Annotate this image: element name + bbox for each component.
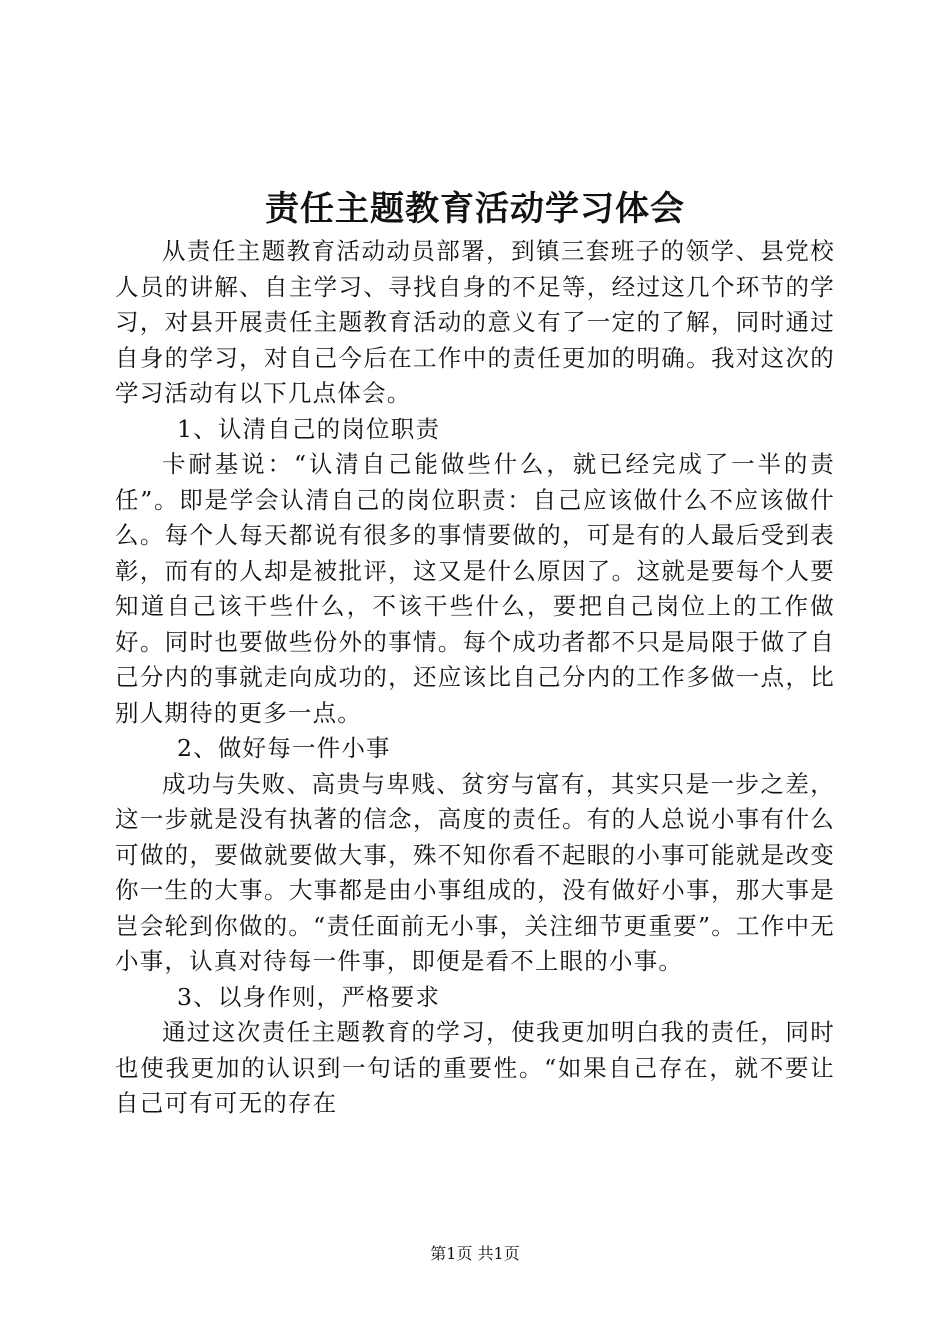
document-title: 责任主题教育活动学习体会 xyxy=(265,189,685,229)
page-number-footer: 第1页 共1页 xyxy=(430,1244,520,1263)
section-heading-3: 3、以身作则，严格要求 xyxy=(177,982,441,1011)
section-paragraph-3: 通过这次责任主题教育的学习，使我更加明白我的责任，同时也使我更加的认识到一句话的重要性。“如果自己存在，就不要让自己可有可无的存在 xyxy=(115,1018,835,1117)
document-body xyxy=(115,234,835,1122)
section-heading-2: 2、做好每一件小事 xyxy=(177,734,391,762)
section-heading-1: 1、认清自己的岗位职责 xyxy=(177,414,441,443)
intro-paragraph: 从责任主题教育活动动员部署，到镇三套班子的领学、县党校人员的讲解、自主学习、寻找自身的不足等，经过这几个环节的学习，对县开展责任主题教育活动的意义有了一定的了解，同时通过自身的学习，对自己今后在工作中的责任更加的明确。我对这次的学习活动有以下几点体会。 xyxy=(115,237,835,407)
section-paragraph-1: 卡耐基说：“认清自己能做些什么，就已经完成了一半的责任”。即是学会认清自己的岗位职责：自己应该做什么不应该做什么。每个人每天都说有很多的事情要做的，可是有的人最后受到表彰，而有的人却是被批评，这又是什么原因了。这就是要每个人要知道自己该干些什么，不该干些什么，要把自己岗位上的工作做好。同时也要做些份外的事情。每个成功者都不只是局限于做了自己分内的事就走向成功的，还应该比自己分内的工作多做一点，比别人期待的更多一点。 xyxy=(115,450,835,727)
section-paragraph-2: 成功与失败、高贵与卑贱、贫穷与富有，其实只是一步之差，这一步就是没有执著的信念，高度的责任。有的人总说小事有什么可做的，要做就要做大事，殊不知你看不起眼的小事可能就是改变你一生的大事。大事都是由小事组成的，没有做好小事，那大事是岂会轮到你做的。“责任面前无小事，关注细节更重要”。工作中无小事，认真对待每一件事，即便是看不上眼的小事。 xyxy=(115,769,835,975)
